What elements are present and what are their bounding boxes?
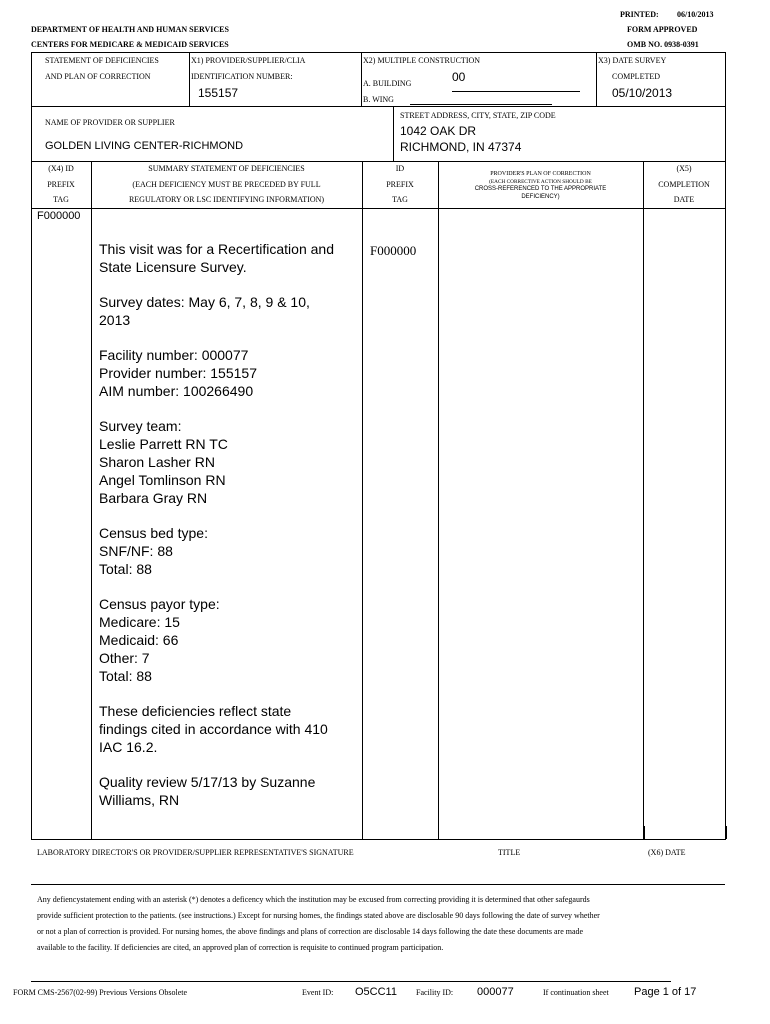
x3-label-1: X3) DATE SURVEY (598, 56, 667, 65)
x2-label: X2) MULTIPLE CONSTRUCTION (363, 56, 481, 65)
provider-name-value: GOLDEN LIVING CENTER-RICHMOND (45, 140, 244, 152)
summary-line: Census payor type: (99, 596, 220, 612)
x1-label-1: X1) PROVIDER/SUPPLIER/CLIA (191, 56, 306, 65)
rule-col-plan (643, 161, 644, 840)
rule-col-x4 (91, 161, 92, 840)
rule-provider-bottom (31, 161, 725, 162)
x5-header-3: DATE (673, 195, 695, 204)
building-underline (452, 91, 580, 92)
summary-line: IAC 16.2. (99, 739, 158, 755)
form-number: FORM CMS-2567(02-99) Previous Versions Obsolete (13, 988, 188, 997)
summary-line: SNF/NF: 88 (99, 543, 173, 559)
plan-header-3: CROSS-REFERENCED TO THE APPROPRIATE (474, 186, 607, 192)
rule-col-id (438, 161, 439, 840)
cms-title: CENTERS FOR MEDICARE & MEDICAID SERVICES (31, 40, 229, 49)
summary-line: Facility number: 000077 (99, 347, 249, 363)
x4-header-1: (X4) ID (48, 164, 74, 173)
summary-paragraph (99, 595, 354, 685)
rule-signature-bottom (31, 884, 725, 885)
building-value: 00 (452, 70, 466, 84)
summary-header-1: SUMMARY STATEMENT OF DEFICIENCIES (148, 164, 305, 173)
facility-id-value: 000077 (477, 986, 514, 998)
address-line-2: RICHMOND, IN 47374 (400, 140, 522, 154)
x1-label-2: IDENTIFICATION NUMBER: (191, 72, 293, 81)
plan-header-1: PROVIDER'S PLAN OF CORRECTION (490, 171, 591, 177)
summary-paragraph (99, 702, 354, 756)
summary-paragraph (99, 417, 354, 507)
event-id-label: Event ID: (302, 988, 334, 997)
x3-label-2: COMPLETED (612, 72, 660, 81)
id-header-2: PREFIX (386, 180, 414, 189)
statement-label-2: AND PLAN OF CORRECTION (45, 72, 151, 81)
summary-line: Total: 88 (99, 668, 152, 684)
summary-paragraph (99, 293, 354, 329)
rule-right (725, 52, 726, 840)
plan-header-2: (EACH CORRECTIVE ACTION SHOULD BE (489, 179, 592, 185)
x4-header-3: TAG (53, 195, 69, 204)
rule-x2-left (361, 52, 362, 106)
deficiency-summary-text (99, 240, 354, 826)
rule-footer (31, 981, 671, 982)
right-prefix-tag: F000000 (370, 243, 417, 258)
facility-id-label: Facility ID: (416, 988, 454, 997)
x4-header-2: PREFIX (47, 180, 75, 189)
summary-line: Quality review 5/17/13 by Suzanne (99, 774, 316, 790)
summary-line: This visit was for a Recertification and (99, 241, 334, 257)
summary-line: findings cited in accordance with 410 (99, 721, 328, 737)
left-prefix-tag: F000000 (37, 210, 81, 222)
rule-x1-left (189, 52, 190, 106)
summary-line: Leslie Parrett RN TC (99, 436, 228, 452)
signature-label: LABORATORY DIRECTOR'S OR PROVIDER/SUPPLIER REPRESENTATIVE'S SIGNATURE (37, 848, 354, 857)
rule-provider-divider (393, 106, 394, 161)
summary-line: AIM number: 100266490 (99, 383, 254, 399)
disclaimer-text: Any defiencystatement ending with an asterisk (*) denotes a deficency which the institution may be excused from correcting providing it is determined that other safegaurds provide sufficient protection to the patients. (see instructions.) Except for nursing homes, the findings stated above are disclosable 90 days following the date of survey whether or not a plan of correction is provided. For nursing homes, the above findings and plans of correction are disclosable 14 days following the date these documents are made available to the facility. If deficiencies are cited, an approved plan of correction is requisite to continued program participation. (37, 895, 600, 952)
plan-header-4: DEFICIENCY) (521, 194, 560, 200)
rule-body-bottom (31, 839, 726, 840)
summary-paragraph (99, 240, 354, 276)
provider-name-label: NAME OF PROVIDER OR SUPPLIER (45, 118, 175, 127)
rule-top-box-bottom (31, 106, 725, 107)
summary-line: Barbara Gray RN (99, 490, 208, 506)
rule-x3-left (596, 52, 597, 106)
rule-colhead-bottom (31, 208, 725, 209)
summary-line: State Licensure Survey. (99, 259, 247, 275)
summary-line: These deficiencies reflect state (99, 703, 292, 719)
omb-number: OMB NO. 0938-0391 (627, 40, 699, 49)
summary-line: Survey dates: May 6, 7, 8, 9 & 10, (99, 294, 310, 310)
event-id-value: O5CC11 (355, 986, 397, 998)
summary-line: Williams, RN (99, 792, 180, 808)
summary-line: Survey team: (99, 418, 182, 434)
continuation-label: If continuation sheet (543, 988, 609, 997)
date-label: (X6) DATE (648, 848, 686, 857)
summary-line: Census bed type: (99, 525, 208, 541)
summary-line: Angel Tomlinson RN (99, 472, 226, 488)
title-label: TITLE (498, 848, 521, 857)
provider-id-value: 155157 (198, 86, 239, 100)
page-number: Page 1 of 17 (634, 986, 697, 998)
rule-top (31, 52, 725, 53)
summary-line: 2013 (99, 312, 131, 328)
id-header-1: ID (395, 164, 405, 173)
summary-line: Other: 7 (99, 650, 150, 666)
building-label: A. BUILDING (363, 79, 412, 88)
summary-header-3: REGULATORY OR LSC IDENTIFYING INFORMATION) (128, 195, 325, 204)
tick-mark (725, 826, 727, 839)
address-line-1: 1042 OAK DR (400, 124, 477, 138)
summary-paragraph (99, 524, 354, 578)
wing-underline (410, 104, 552, 105)
printed-date: 06/10/2013 (677, 10, 714, 19)
id-header-3: TAG (392, 195, 408, 204)
summary-paragraph (99, 346, 354, 400)
summary-line: Provider number: 155157 (99, 365, 257, 381)
tick-mark (643, 826, 645, 839)
x5-header-2: COMPLETION (658, 180, 710, 189)
rule-col-summary (362, 161, 363, 840)
x5-header-1: (X5) (676, 164, 692, 173)
form-approved: FORM APPROVED (627, 25, 698, 34)
summary-line: Sharon Lasher RN (99, 454, 215, 470)
summary-line: Medicare: 15 (99, 614, 180, 630)
summary-paragraph (99, 773, 354, 809)
survey-date-value: 05/10/2013 (612, 86, 673, 100)
statement-label-1: STATEMENT OF DEFICIENCIES (45, 56, 159, 65)
summary-header-2: (EACH DEFICIENCY MUST BE PRECEDED BY FULL (132, 180, 321, 189)
address-label: STREET ADDRESS, CITY, STATE, ZIP CODE (400, 111, 556, 120)
summary-line: Medicaid: 66 (99, 632, 179, 648)
printed-label: PRINTED: (620, 10, 659, 19)
summary-line: Total: 88 (99, 561, 152, 577)
wing-label: B. WING (363, 95, 394, 104)
dept-title: DEPARTMENT OF HEALTH AND HUMAN SERVICES (31, 25, 229, 34)
